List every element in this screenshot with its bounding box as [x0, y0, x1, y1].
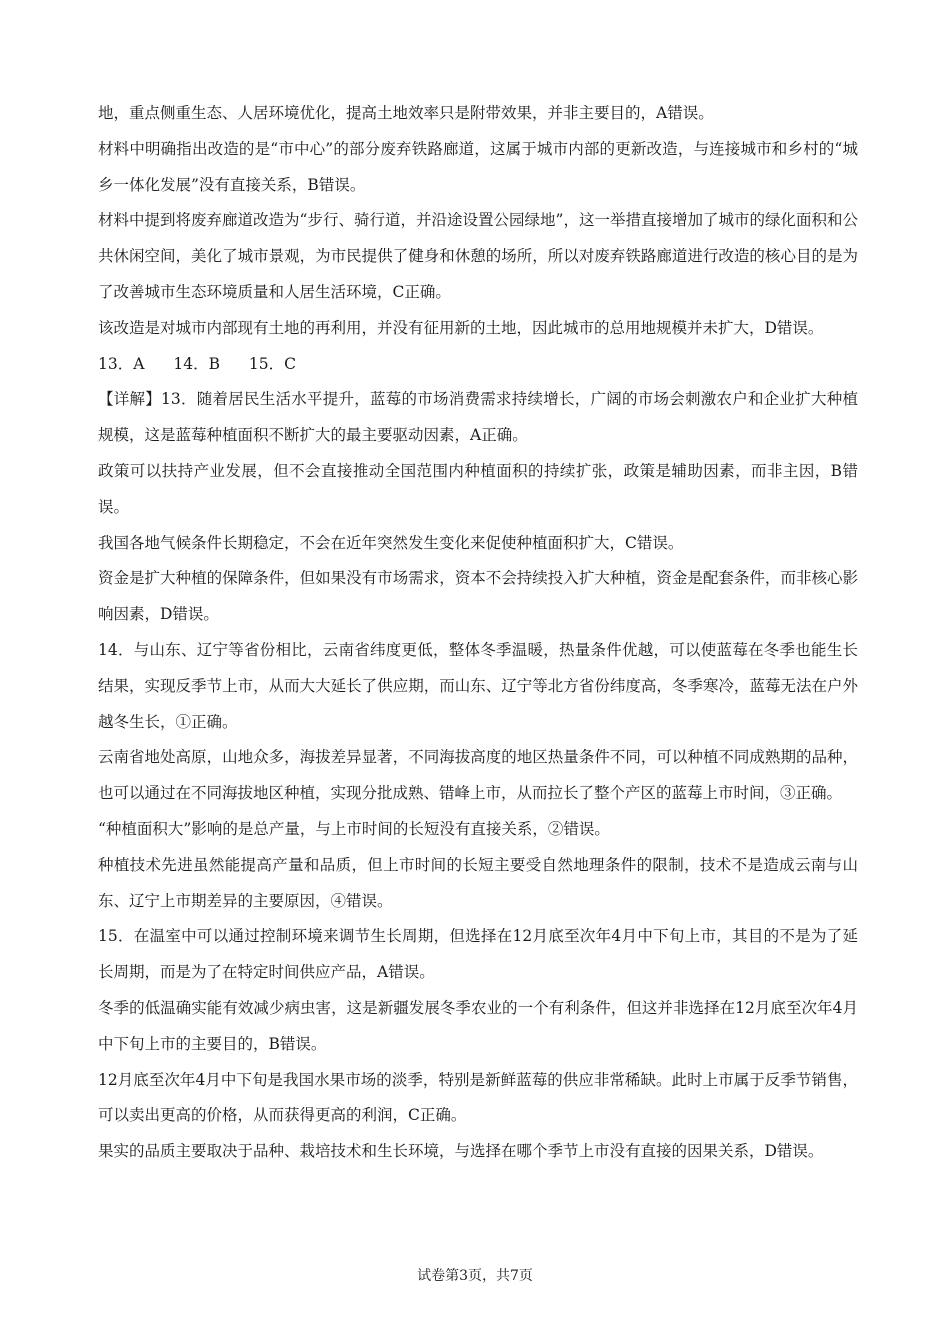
paragraph-detail-15: 15．在温室中可以通过控制环境来调节生长周期，但选择在12月底至次年4月中下旬上市，其目的不是为了延长周期，而是为了在特定时间供应产品，A错误。	[98, 927, 858, 982]
page-footer: 试卷第3页，共7页	[417, 1268, 533, 1284]
paragraph-detail-13: 【详解】13．随着居民生活水平提升，蓝莓的市场消费需求持续增长，广阔的市场会刺激农户和企业扩大种植规模，这是蓝莓种植面积不断扩大的最主要驱动因素，A正确。	[98, 390, 858, 445]
answer-15: 15．C	[248, 354, 297, 373]
paragraph-detail-14: 14．与山东、辽宁等省份相比，云南省纬度更低，整体冬季温暖，热量条件优越，可以使蓝莓在冬季也能生长结果，实现反季节上市，从而大大延长了供应期，而山东、辽宁等北方省份纬度高，冬季寒冷，蓝莓无法在户外越冬生长，①正确。	[98, 640, 858, 731]
paragraph: 该改造是对城市内部现有土地的再利用，并没有征用新的土地，因此城市的总用地规模并未扩大，D错误。	[98, 318, 824, 337]
paragraph: 政策可以扶持产业发展，但不会直接推动全国范围内种植面积的持续扩张，政策是辅助因素，而非主因，B错误。	[98, 461, 858, 516]
paragraph: 材料中明确指出改造的是“市中心”的部分废弃铁路廊道，这属于城市内部的更新改造，与连接城市和乡村的“城乡一体化发展”没有直接关系，B错误。	[98, 139, 858, 194]
answer-14: 14．B	[173, 354, 220, 373]
paragraph: 冬季的低温确实能有效减少病虫害，这是新疆发展冬季农业的一个有利条件，但这并非选择在12月底至次年4月中下旬上市的主要目的，B错误。	[98, 998, 858, 1053]
paragraph: 材料中提到将废弃廊道改造为“步行、骑行道，并沿途设置公园绿地”，这一举措直接增加了城市的绿化面积和公共休闲空间，美化了城市景观，为市民提供了健身和休憩的场所，所以对废弃铁路廊道进行改造的核心目的是为了改善城市生态环境质量和人居生活环境，C正确。	[98, 211, 858, 301]
paragraph: 资金是扩大种植的保障条件，但如果没有市场需求，资本不会持续投入扩大种植，资金是配套条件，而非核心影响因素，D错误。	[98, 569, 858, 624]
paragraph: 种植技术先进虽然能提高产量和品质，但上市时间的长短主要受自然地理条件的限制，技术不是造成云南与山东、辽宁上市期差异的主要原因，④错误。	[98, 855, 858, 910]
paragraph: 我国各地气候条件长期稳定，不会在近年突然发生变化来促使种植面积扩大，C错误。	[98, 533, 684, 552]
document-body	[98, 96, 858, 1170]
answer-13: 13．A	[98, 354, 145, 373]
paragraph: 云南省地处高原，山地众多，海拔差异显著，不同海拔高度的地区热量条件不同，可以种植不同成熟期的品种，也可以通过在不同海拔地区种植，实现分批成熟、错峰上市，从而拉长了整个产区的蓝莓上市时间，③正确。	[98, 748, 858, 803]
paragraph: “种植面积大”影响的是总产量，与上市时间的长短没有直接关系，②错误。	[98, 819, 610, 838]
paragraph: 果实的品质主要取决于品种、栽培技术和生长环境，与选择在哪个季节上市没有直接的因果关系，D错误。	[98, 1142, 824, 1161]
answer-key	[98, 347, 858, 383]
paragraph: 地，重点侧重生态、人居环境优化，提高土地效率只是附带效果，并非主要目的，A错误。	[98, 104, 714, 122]
paragraph: 12月底至次年4月中下旬是我国水果市场的淡季，特别是新鲜蓝莓的供应非常稀缺。此时上市属于反季节销售，可以卖出更高的价格，从而获得更高的利润，C正确。	[98, 1070, 858, 1125]
